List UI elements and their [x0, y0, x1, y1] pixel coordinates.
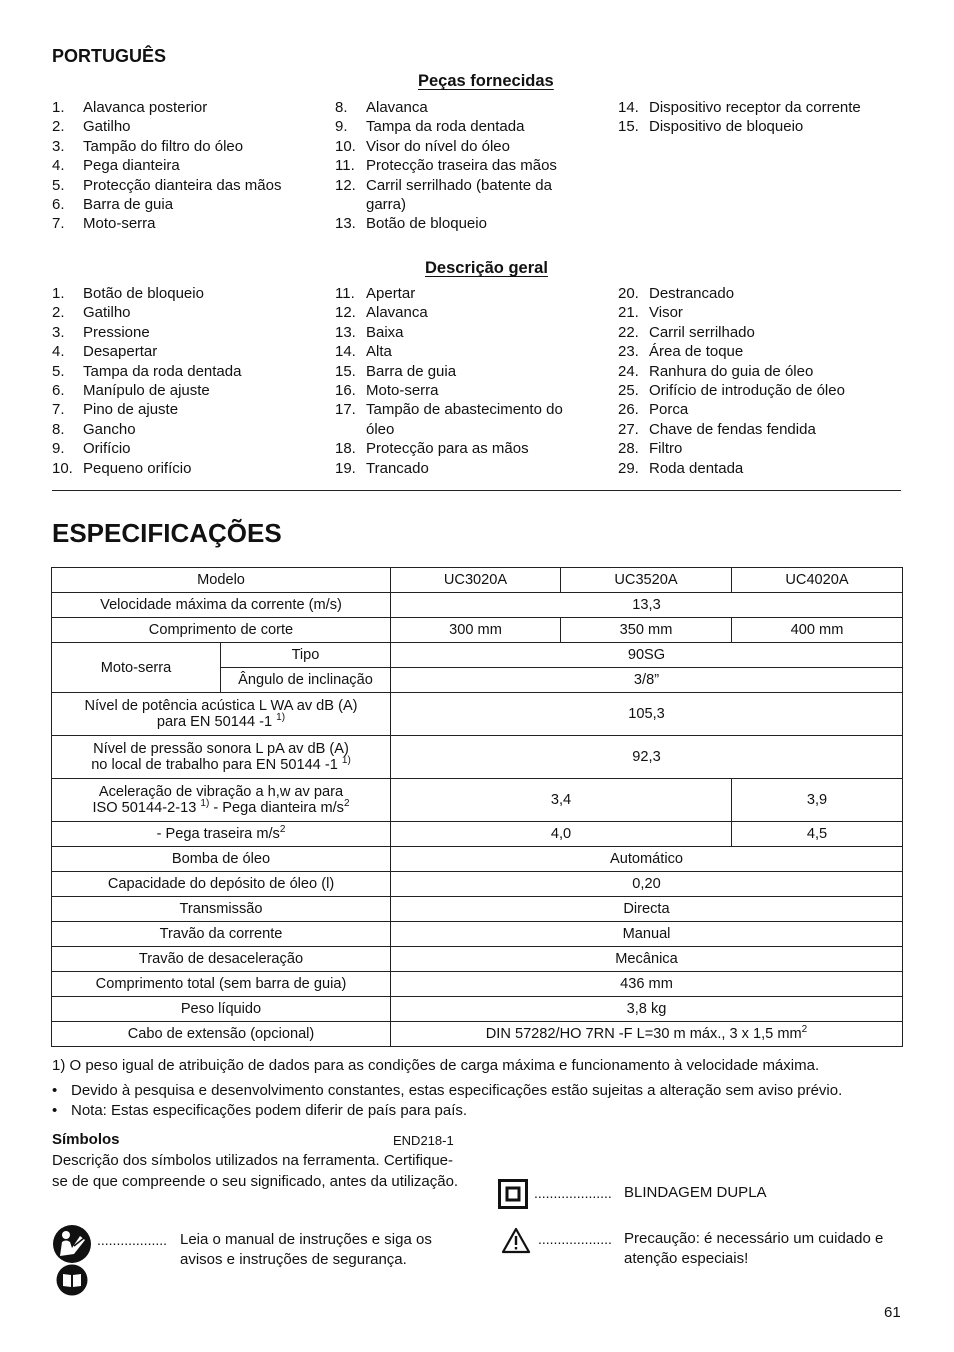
footnote-mark: 1)	[200, 798, 210, 809]
list-item-number: 18.	[335, 440, 356, 458]
list-item	[335, 214, 595, 233]
list-item-number: 2.	[52, 118, 65, 136]
list-item-number: 6.	[52, 382, 65, 400]
list-item-text: Carril serrilhado	[649, 323, 755, 341]
table-row	[52, 972, 903, 997]
list-item	[52, 439, 322, 458]
cut-label: Comprimento de corte	[52, 618, 391, 643]
decel-value: Mecânica	[391, 947, 903, 972]
list-item-number: 12.	[335, 176, 356, 194]
symbols-description: Descrição dos símbolos utilizados na ferramenta. Certifique-se de que compreende o seu significado, antes da utilização.	[52, 1152, 459, 1190]
list-item	[618, 284, 903, 303]
general-list-col1	[52, 284, 322, 478]
list-item	[618, 439, 903, 458]
list-item	[52, 176, 322, 195]
leader-dots: ..................	[97, 1232, 168, 1248]
list-item-number: 21.	[618, 304, 639, 322]
list-item	[618, 459, 903, 478]
trans-label: Transmissão	[52, 897, 391, 922]
list-item	[52, 362, 322, 381]
double-insulation-icon	[498, 1179, 528, 1209]
list-item-text: Gatilho	[83, 118, 131, 136]
parts-list-col1	[52, 98, 322, 234]
list-item-number: 11.	[335, 285, 355, 302]
list-item-text: Barra de guia	[366, 362, 457, 380]
tank-value: 0,20	[391, 872, 903, 897]
list-item-number: 29.	[618, 459, 639, 477]
vib-front-label-line2b: - Pega dianteira m/s	[209, 800, 344, 816]
list-item-text: Protecção dianteira das mãos	[83, 176, 282, 194]
symbol-caution-row	[538, 1229, 903, 1269]
list-item-text: Gancho	[83, 420, 136, 438]
list-item-text: Ranhura do guia de óleo	[649, 362, 814, 380]
table-row	[52, 643, 903, 668]
general-list-col3	[618, 284, 903, 478]
list-item-text: Gatilho	[83, 304, 131, 322]
list-item-number: 2.	[52, 304, 65, 322]
list-item-text: Moto-serra	[366, 382, 439, 400]
list-item-text: Trancado	[366, 459, 429, 477]
list-item-text: Botão de bloqueio	[83, 285, 204, 302]
table-row	[52, 947, 903, 972]
speed-value: 13,3	[391, 593, 903, 618]
list-item-number: 12.	[335, 304, 356, 322]
squared-mark: 2	[801, 1024, 808, 1035]
footnote-mark: 1)	[341, 755, 351, 766]
list-item-text: Orifício de introdução de óleo	[649, 382, 845, 400]
list-item	[52, 195, 322, 214]
pressure-label-line2: no local de trabalho para EN 50144 -1	[91, 757, 342, 773]
list-item-text: Manípulo de ajuste	[83, 382, 210, 400]
list-item	[618, 400, 903, 419]
type-value: 90SG	[391, 643, 903, 668]
weight-label: Peso líquido	[52, 997, 391, 1022]
list-item	[52, 156, 322, 175]
list-item-number: 10.	[335, 137, 356, 155]
list-item	[52, 137, 322, 156]
list-item	[335, 323, 595, 342]
list-item	[335, 176, 595, 215]
language-heading: PORTUGUÊS	[52, 46, 167, 66]
cable-value	[391, 1022, 903, 1047]
list-item	[618, 303, 903, 322]
list-item-number: 9.	[52, 440, 65, 458]
table-row	[52, 779, 903, 822]
list-item-text: Apertar	[366, 285, 416, 302]
cut-2: 350 mm	[561, 618, 732, 643]
list-item-text: Pega dianteira	[83, 157, 180, 175]
list-item-text: Protecção para as mãos	[366, 440, 529, 458]
chain-label: Moto-serra	[52, 643, 221, 693]
vib-rear-label-text: - Pega traseira m/s	[156, 826, 280, 842]
model-2: UC3520A	[561, 568, 732, 593]
weight-value: 3,8 kg	[391, 997, 903, 1022]
bullet-item: • Nota: Estas especificações podem diferir de país para país.	[52, 1102, 468, 1119]
list-item	[335, 137, 595, 156]
list-item-number: 14.	[335, 343, 356, 361]
pump-label: Bomba de óleo	[52, 847, 391, 872]
list-item-text: Alavanca	[366, 304, 428, 322]
table-row	[52, 593, 903, 618]
list-item-text: Desapertar	[83, 343, 158, 361]
vib-rear-value-2: 4,5	[732, 822, 903, 847]
specs-table	[51, 567, 903, 1047]
list-item-number: 5.	[52, 362, 65, 380]
list-item-number: 9.	[335, 118, 348, 136]
list-item-text: Dispositivo de bloqueio	[649, 118, 804, 136]
list-item	[335, 117, 595, 136]
list-item	[52, 381, 322, 400]
table-row	[52, 568, 903, 593]
list-item-number: 7.	[52, 215, 65, 233]
vib-front-value-2: 3,9	[732, 779, 903, 822]
list-item	[52, 214, 322, 233]
pitch-label: Ângulo de inclinação	[221, 668, 391, 693]
list-item-number: 10.	[52, 459, 73, 477]
list-item	[335, 284, 595, 303]
list-item-text: Moto-serra	[83, 215, 156, 233]
list-item	[52, 117, 322, 136]
list-item-number: 3.	[52, 137, 65, 155]
list-item-text: Dispositivo receptor da corrente	[649, 99, 861, 116]
list-item-text: Tampa da roda dentada	[83, 362, 242, 380]
list-item	[335, 156, 595, 175]
list-item-text: Alta	[366, 343, 392, 361]
list-item-number: 19.	[335, 459, 356, 477]
list-item-text: Barra de guia	[83, 196, 174, 214]
list-item-text: Alavanca posterior	[83, 99, 208, 116]
pressure-label	[52, 736, 391, 779]
table-row	[52, 736, 903, 779]
parts-list-col2	[335, 98, 595, 234]
type-label: Tipo	[221, 643, 391, 668]
warning-triangle-icon	[501, 1227, 531, 1254]
list-item-number: 23.	[618, 343, 639, 361]
speed-label: Velocidade máxima da corrente (m/s)	[52, 593, 391, 618]
list-item	[618, 323, 903, 342]
list-item-text: Visor do nível do óleo	[366, 137, 510, 155]
list-item	[618, 98, 903, 117]
list-item-number: 15.	[335, 362, 356, 380]
parts-title: Peças fornecidas	[418, 72, 554, 90]
table-row	[52, 1022, 903, 1047]
pump-value: Automático	[391, 847, 903, 872]
list-item-number: 3.	[52, 323, 65, 341]
cable-label: Cabo de extensão (opcional)	[52, 1022, 391, 1047]
list-item-text: Pino de ajuste	[83, 401, 179, 419]
table-row	[52, 997, 903, 1022]
footnote-mark: 1)	[276, 712, 286, 723]
symbol-manual-text: Leia o manual de instruções e siga os avisos e instruções de segurança.	[180, 1231, 432, 1268]
list-item	[52, 303, 322, 322]
list-item-text: Orifício	[83, 440, 131, 458]
list-item-text: Carril serrilhado (batente da garra)	[366, 176, 552, 214]
section-divider	[52, 490, 901, 491]
table-row	[52, 872, 903, 897]
symbol-insulation-text: BLINDAGEM DUPLA	[624, 1184, 767, 1201]
power-value: 105,3	[391, 693, 903, 736]
parts-list-col3	[618, 98, 903, 137]
list-item	[52, 284, 322, 303]
table-row	[52, 822, 903, 847]
model-1: UC3020A	[391, 568, 561, 593]
book-icon	[56, 1264, 88, 1296]
general-title: Descrição geral	[425, 259, 548, 277]
list-item-text: Visor	[649, 304, 683, 322]
length-value: 436 mm	[391, 972, 903, 997]
list-item-number: 6.	[52, 196, 65, 214]
model-label: Modelo	[52, 568, 391, 593]
list-item-text: Área de toque	[649, 343, 744, 361]
list-item-number: 17.	[335, 401, 356, 419]
pressure-label-line1: Nível de pressão sonora L pA av dB (A)	[93, 741, 349, 757]
list-item	[335, 439, 595, 458]
tank-label: Capacidade do depósito de óleo (l)	[52, 872, 391, 897]
symbol-manual-row	[97, 1230, 457, 1270]
list-item-text: Alavanca	[366, 99, 428, 116]
list-item-text: Tampão do filtro do óleo	[83, 137, 244, 155]
list-item-number: 8.	[335, 99, 348, 116]
power-label-line2: para EN 50144 -1	[156, 714, 277, 730]
list-item	[52, 98, 322, 117]
list-item	[618, 362, 903, 381]
list-item	[52, 342, 322, 361]
table-row	[52, 693, 903, 736]
list-item-text: Porca	[649, 401, 689, 419]
list-item-text: Pressione	[83, 323, 150, 341]
specs-title: ESPECIFICAÇÕES	[52, 518, 282, 548]
bullet-item: • Devido à pesquisa e desenvolvimento constantes, estas especificações estão sujeitas a alteração sem aviso prévio.	[52, 1082, 843, 1099]
vib-rear-value-1: 4,0	[391, 822, 732, 847]
list-item-text: Baixa	[366, 323, 404, 341]
list-item	[618, 117, 903, 136]
cable-value-text: DIN 57282/HO 7RN -F L=30 m máx., 3 x 1,5 mm	[485, 1026, 802, 1042]
list-item	[618, 420, 903, 439]
list-item	[52, 323, 322, 342]
model-3: UC4020A	[732, 568, 903, 593]
general-list-col2	[335, 284, 595, 478]
symbols-title: Símbolos	[52, 1131, 120, 1148]
length-label: Comprimento total (sem barra de guia)	[52, 972, 391, 997]
pressure-value: 92,3	[391, 736, 903, 779]
list-item	[335, 400, 595, 439]
list-item-text: Tampão de abastecimento do óleo	[366, 401, 563, 438]
list-item	[335, 342, 595, 361]
list-item-text: Pequeno orifício	[83, 459, 192, 477]
list-item-number: 25.	[618, 382, 639, 400]
table-row	[52, 618, 903, 643]
list-item	[618, 342, 903, 361]
list-item	[52, 420, 322, 439]
vib-front-label-line2a: ISO 50144-2-13	[92, 800, 201, 816]
list-item-number: 4.	[52, 157, 65, 175]
list-item-number: 28.	[618, 440, 639, 458]
read-manual-icon	[52, 1224, 92, 1264]
power-label	[52, 693, 391, 736]
page-number: 61	[884, 1304, 901, 1321]
list-item-number: 5.	[52, 176, 65, 194]
power-label-line1: Nível de potência acústica L WA av dB (A)	[84, 698, 358, 714]
leader-dots: ...................	[538, 1231, 612, 1247]
list-item-number: 24.	[618, 362, 639, 380]
list-item-number: 14.	[618, 99, 639, 116]
list-item-number: 16.	[335, 382, 356, 400]
list-item	[335, 303, 595, 322]
list-item-number: 1.	[52, 285, 65, 302]
table-row	[52, 847, 903, 872]
squared-mark: 2	[279, 824, 286, 835]
list-item-text: Tampa da roda dentada	[366, 118, 525, 136]
list-item-number: 4.	[52, 343, 65, 361]
list-item	[618, 381, 903, 400]
vib-front-label	[52, 779, 391, 822]
list-item-number: 1.	[52, 99, 65, 116]
list-item-number: 20.	[618, 285, 639, 302]
list-item	[52, 459, 322, 478]
brake-label: Travão da corrente	[52, 922, 391, 947]
list-item	[335, 459, 595, 478]
symbol-caution-text: Precaução: é necessário um cuidado e atenção especiais!	[624, 1230, 884, 1267]
vib-front-value-1: 3,4	[391, 779, 732, 822]
bullet-text: Devido à pesquisa e desenvolvimento constantes, estas especificações estão sujeitas a alteração sem aviso prévio.	[71, 1082, 843, 1099]
list-item-number: 22.	[618, 323, 639, 341]
table-row	[52, 897, 903, 922]
decel-label: Travão de desaceleração	[52, 947, 391, 972]
list-item-text: Protecção traseira das mãos	[366, 157, 557, 175]
bullet-text: Nota: Estas especificações podem diferir de país para país.	[71, 1102, 468, 1119]
cut-3: 400 mm	[732, 618, 903, 643]
list-item-number: 26.	[618, 401, 639, 419]
list-item-text: Botão de bloqueio	[366, 215, 487, 233]
symbols-code: END218-1	[393, 1133, 454, 1148]
squared-mark: 2	[343, 798, 350, 809]
vib-rear-label	[52, 822, 391, 847]
cut-1: 300 mm	[391, 618, 561, 643]
table-row	[52, 922, 903, 947]
vib-front-label-line1: Aceleração de vibração a h,w av para	[98, 784, 344, 800]
list-item-number: 7.	[52, 401, 65, 419]
list-item-number: 11.	[335, 157, 355, 175]
list-item-number: 13.	[335, 323, 356, 341]
pitch-value: 3/8”	[391, 668, 903, 693]
brake-value: Manual	[391, 922, 903, 947]
list-item	[52, 400, 322, 419]
list-item-text: Roda dentada	[649, 459, 744, 477]
list-item-number: 27.	[618, 420, 639, 438]
list-item-number: 15.	[618, 118, 639, 136]
list-item	[335, 381, 595, 400]
leader-dots: ....................	[534, 1185, 612, 1201]
list-item-text: Chave de fendas fendida	[649, 420, 816, 438]
list-item-number: 13.	[335, 215, 356, 233]
list-item-text: Destrancado	[649, 285, 735, 302]
footnote: 1) O peso igual de atribuição de dados para as condições de carga máxima e funcionamento à velocidade máxima.	[52, 1057, 820, 1074]
list-item	[335, 362, 595, 381]
trans-value: Directa	[391, 897, 903, 922]
list-item-text: Filtro	[649, 440, 683, 458]
list-item-number: 8.	[52, 420, 65, 438]
list-item	[335, 98, 595, 117]
symbol-insulation-row	[534, 1183, 864, 1203]
